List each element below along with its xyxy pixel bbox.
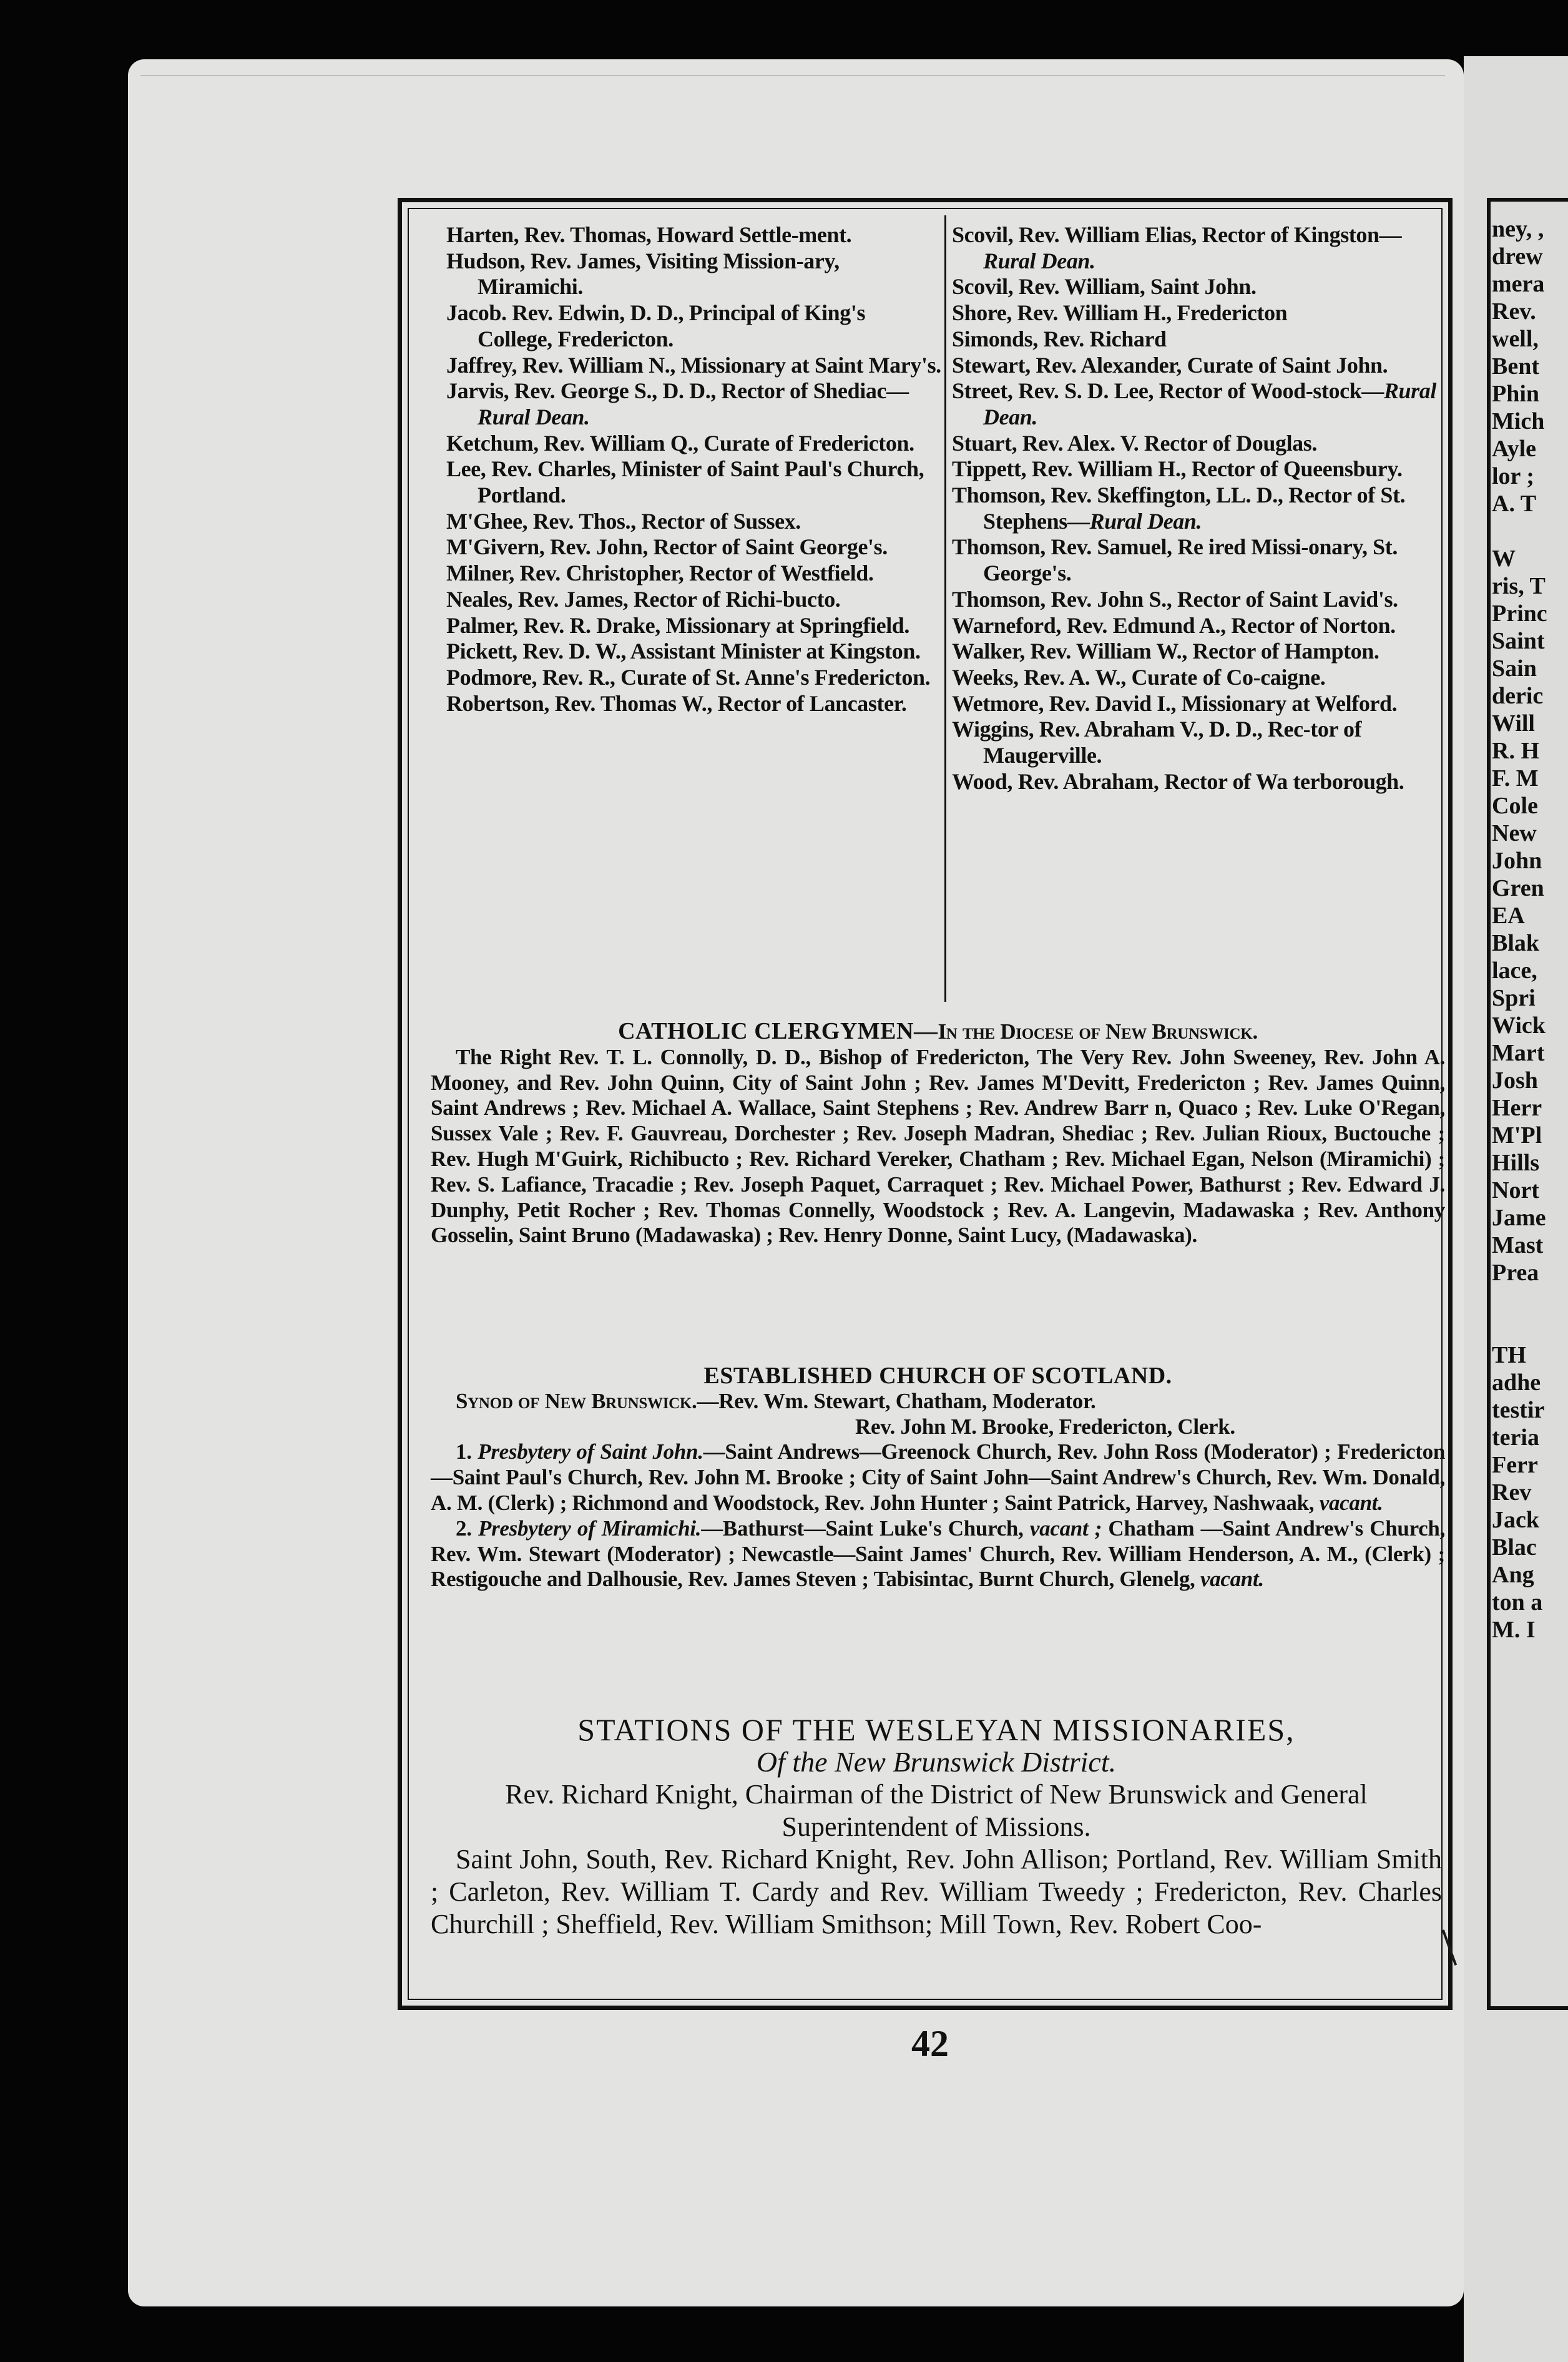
facing-page-line: ton a [1492, 1589, 1543, 1615]
clergy-entry-italic: Rural Dean. [478, 404, 590, 429]
presbytery-body: —Bathurst—Saint Luke's Church, [701, 1516, 1024, 1541]
wesleyan-title: STATIONS OF THE WESLEYAN MISSIONARIES, [577, 1712, 1295, 1747]
clergy-entry [952, 691, 1445, 717]
facing-page-line: Ang [1492, 1562, 1534, 1588]
clergy-entry [952, 769, 1445, 795]
facing-page-line: Jame [1492, 1205, 1546, 1231]
clergy-entry [952, 534, 1445, 586]
clergy-entry [446, 534, 943, 561]
clergy-entry [446, 639, 943, 665]
facing-page-line: Blac [1492, 1534, 1537, 1561]
page-edge [140, 75, 1445, 76]
clergy-entry-text: Harten, Rev. Thomas, Howard Settle-ment. [446, 222, 852, 247]
clergy-entry [952, 274, 1445, 300]
facing-page-line: well, [1492, 326, 1539, 352]
clergy-entry [952, 378, 1445, 430]
clergy-entry [952, 431, 1445, 457]
clergy-entry-text: Jacob. Rev. Edwin, D. D., Principal of King's College, Fredericton. [446, 300, 866, 351]
clergy-entry [446, 561, 943, 587]
facing-page-line: Mast [1492, 1232, 1544, 1258]
facing-page-line: A. T [1492, 491, 1537, 517]
clergy-entry [446, 248, 943, 300]
facing-page-line: Princ [1492, 600, 1547, 627]
facing-page-line: M'Pl [1492, 1122, 1542, 1149]
clergy-entry-text: Scovil, Rev. William Elias, Rector of Kingston— [952, 222, 1402, 247]
facing-page-border-bottom [1487, 2006, 1568, 2010]
clergy-entry-text: Jaffrey, Rev. William N., Missionary at Saint Mary's. [446, 352, 941, 378]
facing-page-line: Nort [1492, 1177, 1539, 1203]
catholic-heading-subtitle: In the Diocese of New Brunswick. [938, 1019, 1258, 1044]
facing-page-line: Mart [1492, 1040, 1545, 1066]
clergy-entry [952, 665, 1445, 691]
wesleyan-chairman: Rev. Richard Knight, Chairman of the District of New Brunswick and General Superintendent of Missions. [505, 1779, 1368, 1842]
clergy-entry [952, 639, 1445, 665]
clergy-entry-text: Shore, Rev. William H., Fredericton [952, 300, 1288, 326]
clergy-entry [446, 222, 943, 248]
clergy-entry-text: Warneford, Rev. Edmund A., Rector of Norton. [952, 612, 1396, 638]
wesleyan-section [431, 1713, 1442, 1941]
clergy-entry-text: Simonds, Rev. Richard [952, 326, 1167, 351]
facing-page-line [1492, 1286, 1568, 1314]
clergy-entry [446, 691, 943, 717]
clergy-entry-text: Robertson, Rev. Thomas W., Rector of Lancaster. [446, 690, 907, 716]
facing-page-line: F. M [1492, 765, 1539, 791]
wesleyan-subtitle: Of the New Brunswick District. [756, 1746, 1117, 1778]
catholic-heading [431, 1019, 1445, 1045]
clergy-entry [446, 456, 943, 508]
presbytery-body: Chatham —Saint Andrew's Church, Rev. Wm. Stewart (Moderator) ; Newcastle—Saint James' Church, Rev. William Henderson, A. M., (Clerk) ; Restigouche and Dalhousie, Rev. James Steven ; Tabisintac, Burnt Church, Glenelg, [431, 1516, 1446, 1592]
clergy-entry-text: Stuart, Rev. Alex. V. Rector of Douglas. [952, 430, 1317, 456]
clergy-entry [446, 587, 943, 613]
clergy-entry [446, 509, 943, 535]
clergy-entry [446, 613, 943, 639]
facing-page-line: W [1492, 546, 1516, 572]
catholic-section [431, 1019, 1445, 1248]
facing-page-line: New [1492, 820, 1537, 846]
facing-page-line: Gren [1492, 875, 1544, 901]
clergy-entry-text: M'Givern, Rev. John, Rector of Saint George's. [446, 534, 888, 560]
clergy-entry [952, 456, 1445, 483]
clergy-entry-italic: Rural Dean. [1089, 508, 1202, 534]
clergy-entry-text: Scovil, Rev. William, Saint John. [952, 274, 1257, 300]
facing-page-line: Bent [1492, 353, 1539, 380]
facing-page-line: M. I [1492, 1617, 1536, 1643]
clergy-entry-text: Milner, Rev. Christopher, Rector of Westfield. [446, 561, 874, 586]
clergy-entry-text: M'Ghee, Rev. Thos., Rector of Sussex. [446, 508, 801, 534]
clergy-entry [446, 300, 943, 352]
facing-page-line: Herr [1492, 1095, 1542, 1121]
facing-page-line: adhe [1492, 1370, 1541, 1396]
clergy-entry-text: Street, Rev. S. D. Lee, Rector of Wood-stock— [952, 378, 1384, 404]
clergy-entry-text: Wood, Rev. Abraham, Rector of Wa terborough. [952, 768, 1404, 794]
clergy-entry-text: Neales, Rev. James, Rector of Richi-bucto. [446, 586, 841, 612]
clergy-entry [952, 222, 1445, 274]
facing-page-line: John [1492, 848, 1542, 874]
synod-clerk: Rev. John M. Brooke, Fredericton, Clerk. [855, 1414, 1235, 1439]
clergy-entry-text: Ketchum, Rev. William Q., Curate of Fredericton. [446, 430, 914, 456]
clergy-entry [952, 326, 1445, 353]
facing-page-line: Jack [1492, 1507, 1539, 1533]
clergy-entry [446, 378, 943, 430]
facing-page-line: Mich [1492, 408, 1545, 434]
clergy-entry-italic: Rural Dean. [983, 378, 1436, 429]
clergy-entry-text: Wetmore, Rev. David I., Missionary at Welford. [952, 690, 1398, 716]
page-number: 42 [911, 2023, 949, 2064]
right-column [952, 222, 1445, 795]
clergy-entry-text: Lee, Rev. Charles, Minister of Saint Paul's Church, Portland. [446, 456, 924, 508]
facing-page-line: Spri [1492, 985, 1536, 1011]
facing-page-line: Prea [1492, 1260, 1539, 1286]
facing-page-line: lace, [1492, 958, 1537, 984]
clergy-entry-text: Thomson, Rev. Skeffington, LL. D., Rector of St. Stephens— [952, 483, 1406, 534]
clergy-entry-text: Palmer, Rev. R. Drake, Missionary at Springfield. [446, 612, 910, 638]
facing-page-line: ney, , [1492, 216, 1544, 242]
facing-page-line: ris, T [1492, 573, 1546, 599]
clergy-entry-text: Weeks, Rev. A. W., Curate of Co-caigne. [952, 664, 1326, 690]
synod-line [431, 1389, 1445, 1414]
facing-page-line: Ayle [1492, 436, 1537, 462]
facing-page-line: Blak [1492, 930, 1540, 956]
facing-page-line: testir [1492, 1397, 1545, 1423]
facing-page-line: Cole [1492, 793, 1538, 819]
clergy-entry-text: Tippett, Rev. William H., Rector of Queensbury. [952, 456, 1403, 482]
facing-page-line: deric [1492, 683, 1544, 709]
facing-page-line: Rev [1492, 1479, 1532, 1506]
clergy-entry [952, 353, 1445, 379]
facing-page-line: drew [1492, 243, 1543, 270]
clergy-entry-text: Hudson, Rev. James, Visiting Mission-ary, Miramichi. [446, 248, 840, 300]
clergy-entry-text: Jarvis, Rev. George S., D. D., Rector of Shediac— [446, 378, 909, 404]
clergy-entry [952, 717, 1445, 768]
presbytery-vacant: vacant ; [1029, 1516, 1102, 1541]
clergy-entry-text: Thomson, Rev. Samuel, Re ired Missi-onary, St. George's. [952, 534, 1398, 586]
synod-name: Synod of New Brunswick. [456, 1388, 697, 1413]
presbytery-name: Presbytery of Miramichi. [478, 1516, 702, 1541]
facing-page-border-top [1487, 198, 1568, 202]
facing-page-text [1492, 215, 1568, 1644]
presbytery-body: —Saint Andrews—Greenock Church, Rev. John Ross (Moderator) ; Fredericton—Saint Paul's Church, Rev. John M. Brooke ; City of Saint John—Saint Andrew's Church, Rev. Wm. Donald, A. M. (Clerk) ; Richmond and Woodstock, Rev. John Hunter ; Saint Patrick, Harvey, Nashwaak, [431, 1439, 1446, 1515]
clergy-entry-text: Wiggins, Rev. Abraham V., D. D., Rec-tor of Maugerville. [952, 717, 1362, 768]
facing-page-line: Phin [1492, 381, 1540, 407]
wesleyan-stations: Saint John, South, Rev. Richard Knight, Rev. John Allison; Portland, Rev. William Smith ; Carleton, Rev. William T. Cardy and Rev. William Tweedy ; Fredericton, Rev. Charles Churchill ; Sheffield, Rev. William Smithson; Mill Town, Rev. Robert Coo- [431, 1844, 1442, 1939]
left-column [446, 222, 943, 717]
clergy-entry [446, 665, 943, 691]
clergy-entry [952, 483, 1445, 534]
presbytery-vacant: vacant. [1319, 1490, 1383, 1515]
column-divider [944, 215, 946, 1002]
facing-page-line [1492, 1314, 1568, 1341]
scotland-section [431, 1363, 1445, 1592]
facing-page-line: EA [1492, 903, 1525, 929]
presbytery-vacant: vacant. [1200, 1567, 1264, 1592]
clergy-entry [446, 353, 943, 379]
clergy-entry [952, 613, 1445, 639]
facing-page-line: TH [1492, 1342, 1526, 1368]
clergy-entry-italic: Rural Dean. [983, 248, 1095, 273]
catholic-body: The Right Rev. T. L. Connolly, D. D., Bishop of Fredericton, The Very Rev. John Sweeney, Rev. John A. Mooney, and Rev. John Quinn, City of Saint John ; Rev. James M'Devitt, Fredericton ; Rev. James Quinn, Saint Andrews ; Rev. Michael A. Wallace, Saint Stephens ; Rev. Andrew Barr n, Quaco ; Rev. Luke O'Regan, Sussex Vale ; Rev. F. Gauvreau, Dorchester ; Rev. Joseph Madran, Shediac ; Rev. Julian Rioux, Buctouche ; Rev. Hugh M'Guirk, Richibucto ; Rev. Richard Vereker, Chatham ; Rev. Michael Egan, Nelson (Miramichi) ; Rev. S. Lafiance, Tracadie ; Rev. Joseph Paquet, Carraquet ; Rev. Michael Power, Bathurst ; Rev. Edward J. Dunphy, Petit Rocher ; Rev. Thomas Connelly, Woodstock ; Rev. A. Langevin, Madawaska ; Rev. Anthony Gosselin, Saint Bruno (Madawaska) ; Rev. Henry Donne, Saint Lucy, (Madawaska). [431, 1044, 1445, 1248]
clergy-entry-text: Pickett, Rev. D. W., Assistant Minister at Kingston. [446, 639, 921, 664]
facing-page-line: R. H [1492, 738, 1539, 764]
facing-page-line: Hills [1492, 1150, 1540, 1176]
facing-page-line: Saint [1492, 628, 1545, 654]
clergy-entry-text: Thomson, Rev. John S., Rector of Saint Lavid's. [952, 586, 1398, 612]
clergy-entry-text: Walker, Rev. William W., Rector of Hampton. [952, 639, 1379, 664]
facing-page-line: Josh [1492, 1067, 1538, 1094]
presbytery-miramichi [431, 1516, 1445, 1592]
synod-moderator: —Rev. Wm. Stewart, Chatham, Moderator. [697, 1388, 1096, 1413]
facing-page-border [1487, 198, 1491, 2010]
facing-page-line: Rev. [1492, 298, 1536, 325]
clergy-entry-text: Stewart, Rev. Alexander, Curate of Saint John. [952, 352, 1388, 378]
facing-page-line: Sain [1492, 655, 1537, 682]
presbytery-number: 2. [456, 1516, 472, 1541]
catholic-heading-text: CATHOLIC CLERGYMEN— [618, 1018, 938, 1044]
clergy-entry-text: Podmore, Rev. R., Curate of St. Anne's Fredericton. [446, 664, 931, 690]
presbytery-number: 1. [456, 1439, 472, 1464]
facing-page-line: Ferr [1492, 1452, 1538, 1478]
presbytery-saint-john [431, 1439, 1445, 1516]
scotland-heading: ESTABLISHED CHURCH OF SCOTLAND. [703, 1363, 1172, 1389]
clergy-entry [952, 587, 1445, 613]
facing-page-line [1492, 517, 1568, 545]
clergy-entry [446, 431, 943, 457]
facing-page-line: teria [1492, 1424, 1539, 1451]
facing-page-line: Will [1492, 710, 1535, 737]
presbytery-name: Presbytery of Saint John. [478, 1439, 703, 1464]
clergy-entry [952, 300, 1445, 326]
facing-page-line: lor ; [1492, 463, 1534, 489]
facing-page-line: Wick [1492, 1012, 1546, 1039]
facing-page-line: mera [1492, 271, 1545, 297]
